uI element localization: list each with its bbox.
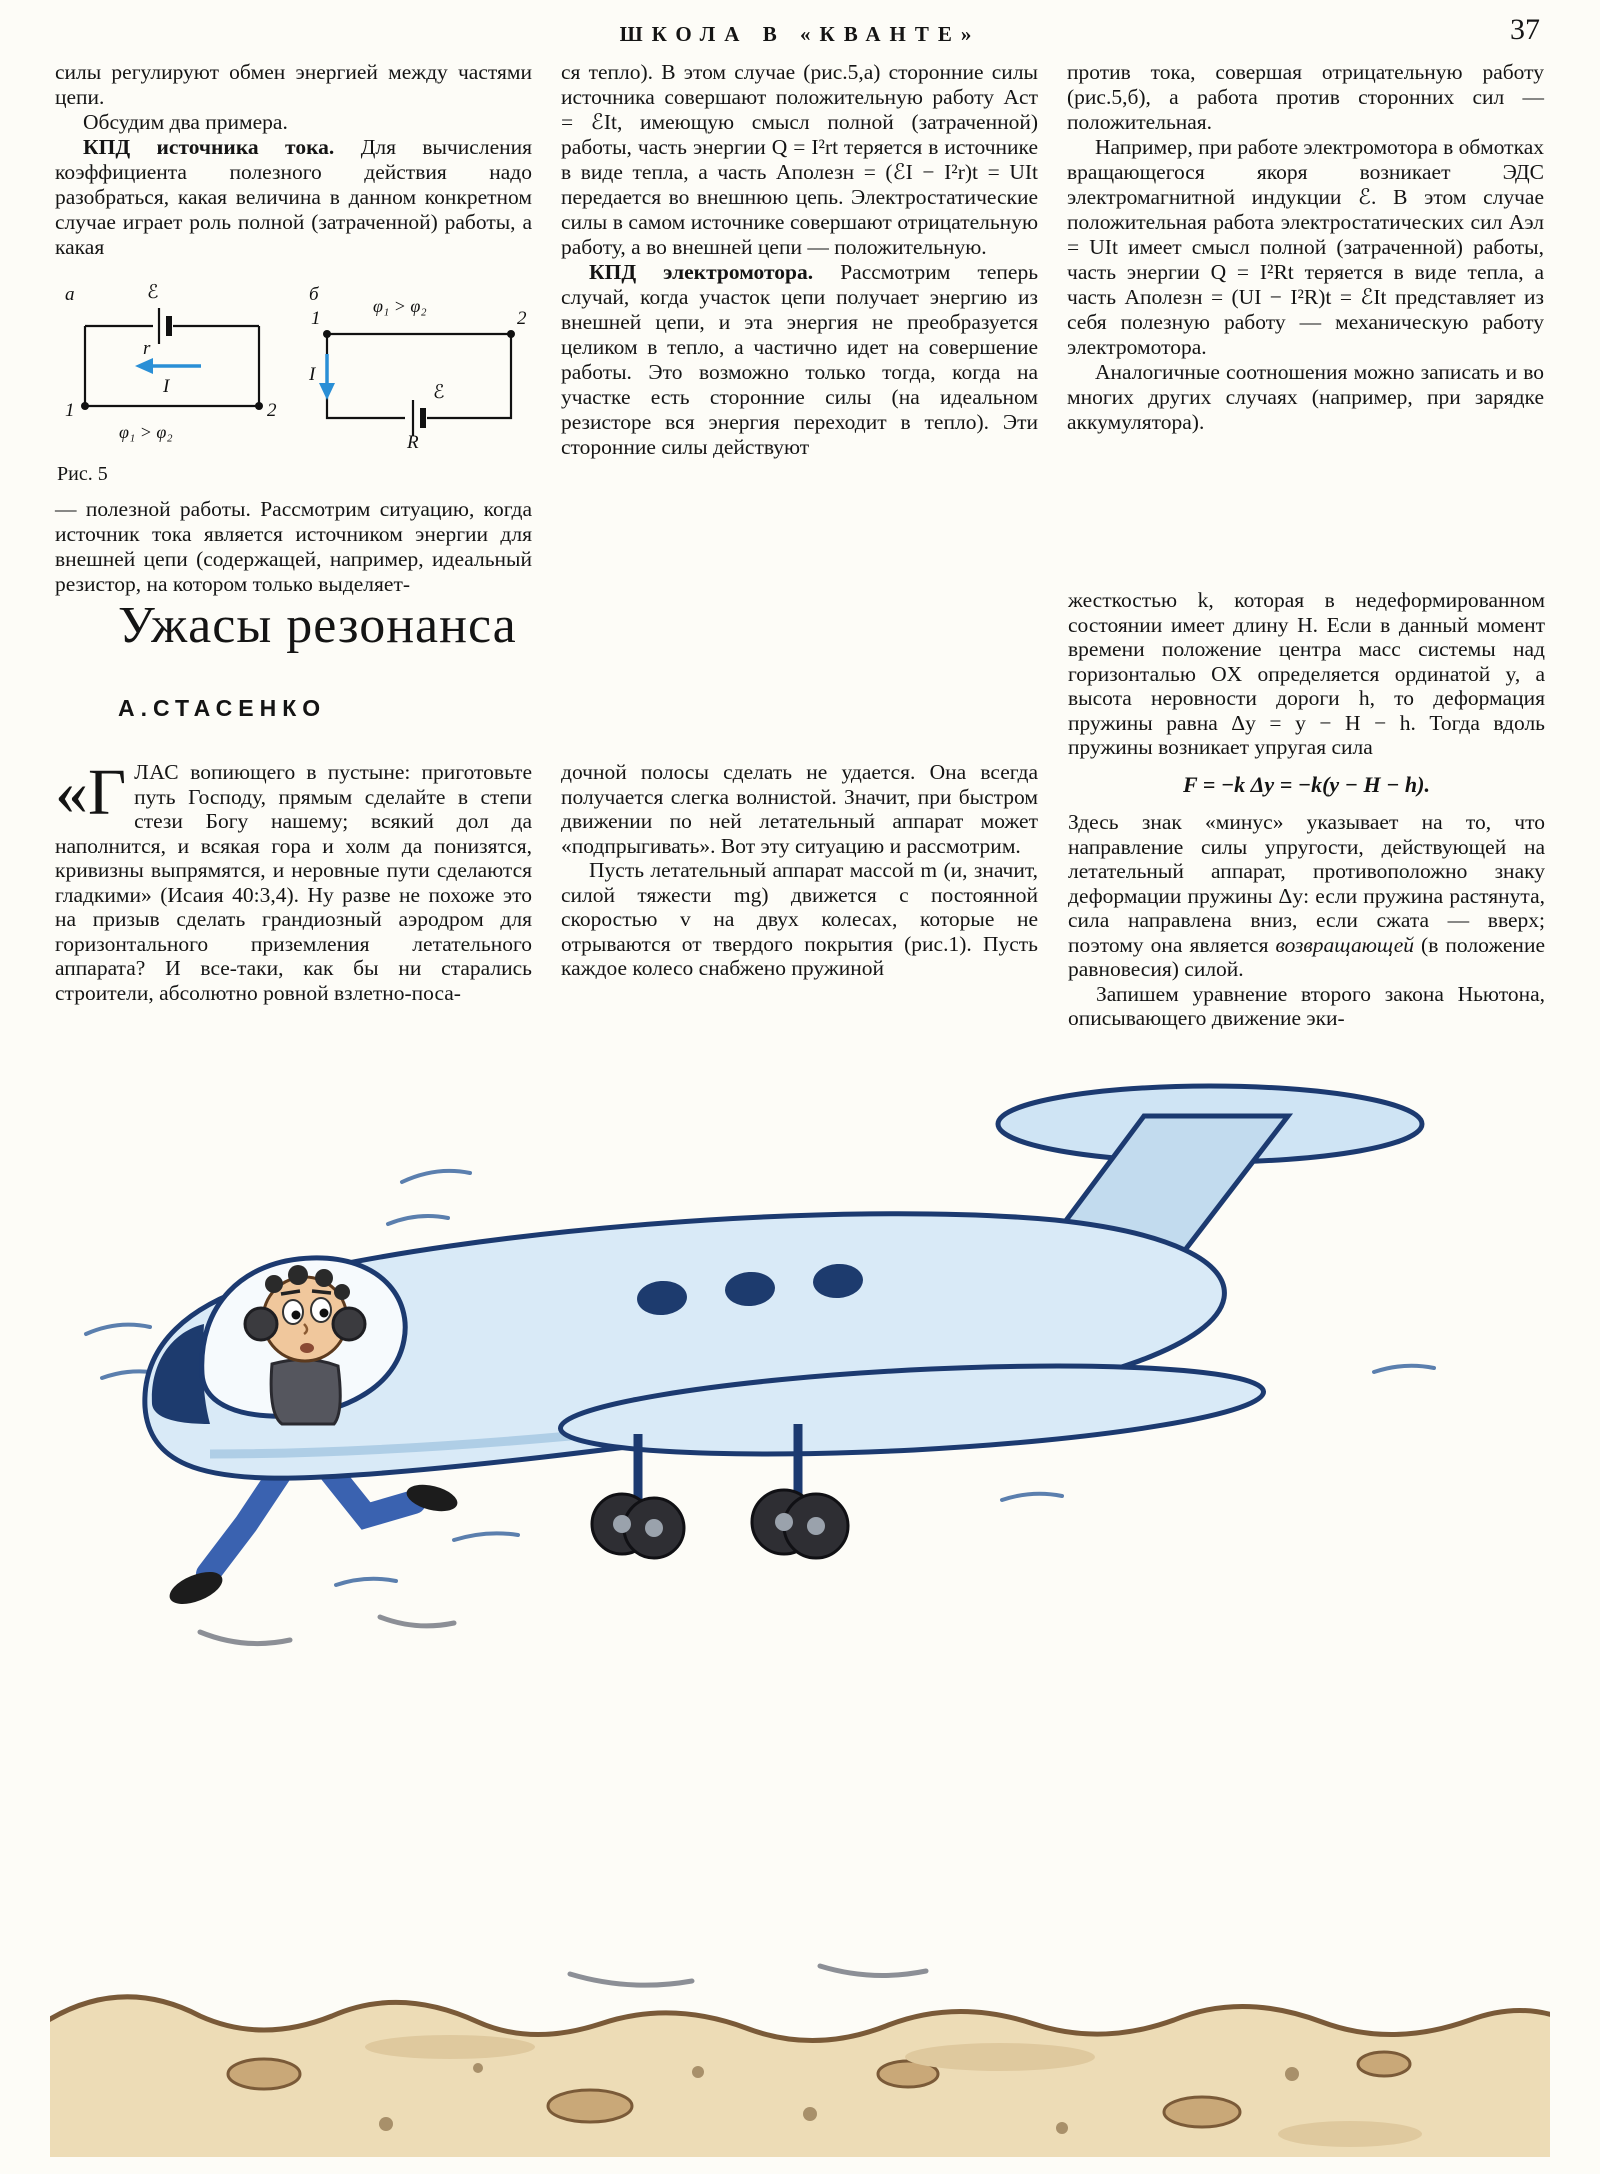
paragraph: Аналогичные соотношения можно записать и во многих других случаях (например, при зарядке аккумулятора). [1067,360,1544,434]
headphone-left [245,1308,277,1340]
emphasis-text: возвращающей [1275,932,1414,957]
paragraph: Запишем уравнение второго закона Ньютона, описывающего движение эки- [1068,981,1545,1030]
top-column-2 [561,60,1038,597]
figure-5 [57,278,532,487]
paragraph [561,260,1038,460]
paragraph: силы регулируют обмен энергией между частями цепи. [55,60,532,109]
pilot-mouth [300,1343,314,1353]
lead-caps: ЛАС [134,760,180,784]
stone [1164,2097,1240,2127]
pilot-hair [334,1284,350,1300]
article-column-2 [561,760,1038,1005]
paragraph: — полезной работы. Рассмотрим ситуацию, когда источник тока является источником энергии для внешней цепи (содержащей, например, идеальный резистор, на котором только выделяет- [55,497,532,596]
sand-patch [1278,2121,1422,2147]
pilot-torso [271,1359,340,1424]
sand-patch [905,2043,1095,2071]
svg-text:2: 2 [267,400,277,421]
svg-text:φ₁ > φ₂: φ₁ > φ₂ [119,422,173,442]
paragraph [55,756,532,1005]
airplane-cartoon [50,1072,1550,2157]
paragraph: Например, при работе электромотора в обмотках вращающегося якоря возникает ЭДС электромагнитной индукции ℰ. В этом случае положительная работа электростатических сил Aэл = UIt имеет смысл полной (затраченной) работы, часть энергии Q = I²Rt теряется в виде тепла, а часть Aполезн = (UI − I²R)t = ℰIt представляет из себя полезную работу — механическую работу электромотора. [1067,135,1544,359]
circuit-diagrams [57,278,527,450]
stone [548,2090,632,2122]
paragraph [1068,810,1545,982]
paragraph: жесткостью k, которая в недеформированном состоянии имеет длину H. Если в данный момент времени положение центра масс системы над горизонталью OX определяется ординатой y, а высота неровности дороги h, то деформация пружины равна Δy = y − H − h. Тогда вдоль пружины возникает упругая сила [1068,588,1545,759]
top-column-1 [55,60,532,597]
airplane-illustration [50,1072,1550,2162]
svg-text:1: 1 [311,308,321,329]
svg-text:ℰ: ℰ [147,282,159,303]
paragraph: Обсудим два примера. [83,110,288,134]
pilot-brow [312,1291,331,1293]
paragraph-text: Здесь знак «минус» указывает на то, что направление силы упругости, действующей на летательный аппарат, противоположно знаку деформации пружины Δy: если пружина растянута, сила направлена вниз, если сжата — вверх; поэтому она является [1068,810,1545,957]
run-in-heading: КПД электромотора. [589,260,814,284]
svg-text:б: б [309,284,319,305]
page-number: 37 [1510,13,1540,46]
paragraph: ся тепло). В этом случае (рис.5,а) сторонние силы источника совершают положительную работу Aст = ℰIt, имеющую смысл полной (затраченной) работы, часть энергии Q = I²rt теряется в источнике в виде тепла, а часть Aполезн = (ℰI − I²r)t = UIt передается во внешнюю цепь. Электростатические силы в самом источнике совершают отрицательную работу, а во внешней цепи — положительную. [561,60,1038,259]
pilot-hair [288,1265,308,1285]
stone [1358,2052,1410,2076]
formula: F = −k Δy = −k(y − H − h). [1183,771,1430,797]
paragraph-text: Для вычисления коэффициента полезного действия надо разобраться, какая величина в данном конкретном случае играет роль полной (затраченной) работы, а какая [55,135,533,259]
figure-caption: Рис. 5 [57,463,108,485]
run-in-heading: КПД источника тока. [83,135,335,159]
headphone-right [333,1308,365,1340]
pilot-hair [315,1269,333,1287]
svg-text:I: I [309,364,316,385]
paragraph [55,135,532,260]
article-column-3 [1068,588,1545,1031]
article-body [55,756,1038,1005]
paragraph: дочной полосы сделать не удается. Она всегда получается слегка волнистой. Значит, при быстром движении по ней летательный аппарат может «подпрыгивать». Вот эту ситуацию и рассмотрим. [561,760,1038,858]
paragraph: против тока, совершая отрицательную работу (рис.5,б), а работа против сторонних сил — положительная. [1067,60,1544,134]
ground [50,1997,1550,2157]
sand-patch [365,2035,535,2059]
svg-text:φ₁ > φ₂: φ₁ > φ₂ [373,296,427,316]
article-title: Ужасы резонанса [118,597,517,654]
svg-text:а: а [65,284,75,305]
article-column-1 [55,756,532,1005]
drop-cap: «Г [55,756,127,829]
svg-text:I: I [163,376,170,397]
svg-text:R: R [407,432,419,450]
paragraph-text: вопиющего в пустыне: приготовьте путь Господу, прямым сделайте в степи стези Богу нашему; всякий дол да наполнится, и всякая гора и холм да понизятся, кривизны выпрямятся, и неровные пути сделаются гладкими» (Исаия 40:3,4). Ну разве не похоже это на призыв сделать грандиозный аэродром для горизонтального приземления летательного аппарата? И все-таки, как бы ни старались строители, абсолютно ровной взлетно-поса- [55,760,532,1005]
svg-text:1: 1 [65,400,75,421]
running-head: ШКОЛА В «КВАНТЕ» [619,22,981,46]
circuit-a [65,282,277,442]
article-author: А.СТАСЕНКО [118,695,327,721]
paragraph-text: (в положение равновесия) силой. [1068,932,1545,981]
svg-text:r: r [143,338,151,359]
stone [228,2059,300,2089]
dust-swooshes [200,1617,926,1985]
paragraph-text: Рассмотрим теперь случай, когда участок цепи получает энергию из внешней цепи, и эта энергия не преобразуется целиком в тепло, а частично идет на совершение работы. Это возможно только тогда, когда на участке есть сторонние силы (на идеальном резисторе вся энергия переходит в тепло). Эти сторонние силы действуют [561,260,1039,459]
pilot-hair [265,1275,283,1293]
svg-text:ℰ: ℰ [433,382,445,403]
top-section [55,60,1545,597]
article-header [118,596,517,722]
top-column-3 [1067,60,1544,597]
circuit-b [308,284,527,450]
svg-text:2: 2 [517,308,527,329]
paragraph: Пусть летательный аппарат массой m (и, значит, силой тяжести mg) движется с постоянной скоростью v на двух колесах, которые не отрываются от твердого покрытия (рис.1). Пусть каждое колесо снабжено пружиной [561,858,1038,980]
